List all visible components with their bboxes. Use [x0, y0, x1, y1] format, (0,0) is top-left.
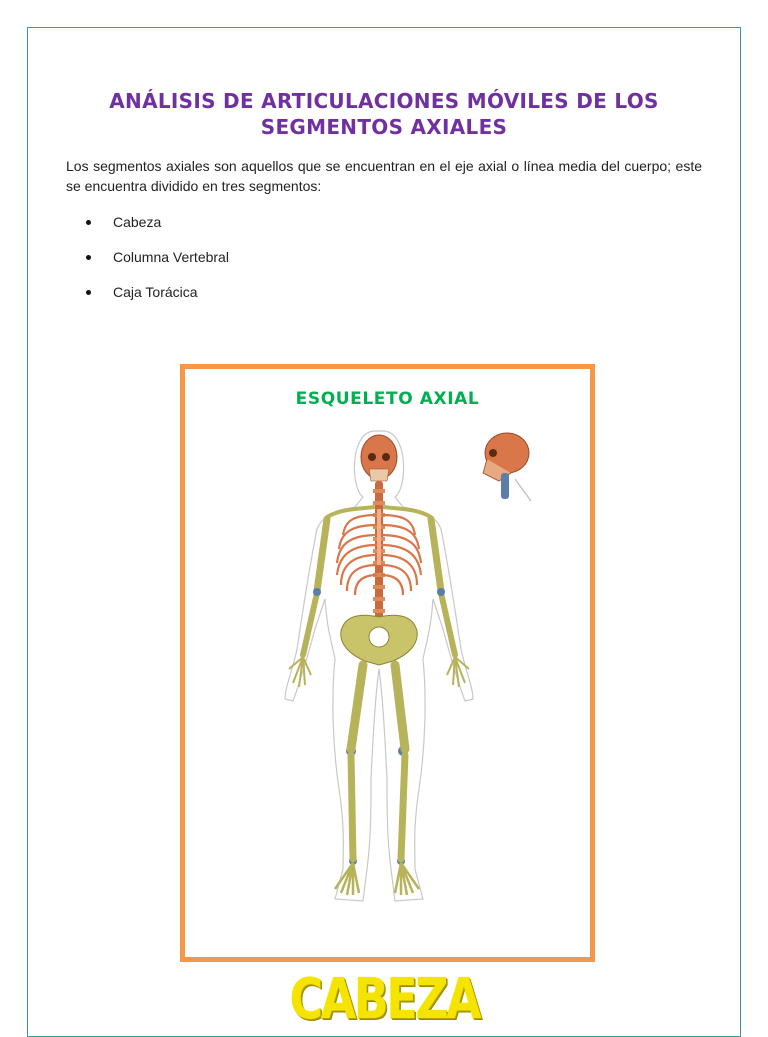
foot-bones-icon [335, 863, 419, 895]
skull-side-view-icon [483, 433, 531, 501]
bullet-icon [86, 290, 91, 295]
figure-title: ESQUELETO AXIAL [295, 389, 480, 409]
segment-label: Cabeza [113, 214, 162, 230]
pelvis-icon [341, 615, 417, 665]
section-heading-cabeza: CABEZA [289, 967, 480, 1032]
leg-bones-icon [351, 665, 405, 859]
segment-label: Caja Torácica [113, 284, 198, 300]
intro-paragraph: Los segmentos axiales son aquellos que se encuentran en el eje axial o línea media del cuerpo; este se encuentra dividido en tres segmentos: [66, 158, 702, 194]
skeleton-illustration [185, 369, 590, 957]
segment-label: Columna Vertebral [113, 249, 229, 265]
list-item [86, 247, 229, 282]
skeleton-figure [180, 364, 595, 962]
page-title: ANÁLISIS DE ARTICULACIONES MÓVILES DE LOS SEGMENTOS AXIALES [109, 89, 659, 139]
bullet-icon [86, 255, 91, 260]
list-item [86, 282, 229, 317]
segment-list [86, 212, 229, 317]
skull-icon [361, 435, 397, 481]
list-item [86, 212, 229, 247]
bullet-icon [86, 220, 91, 225]
